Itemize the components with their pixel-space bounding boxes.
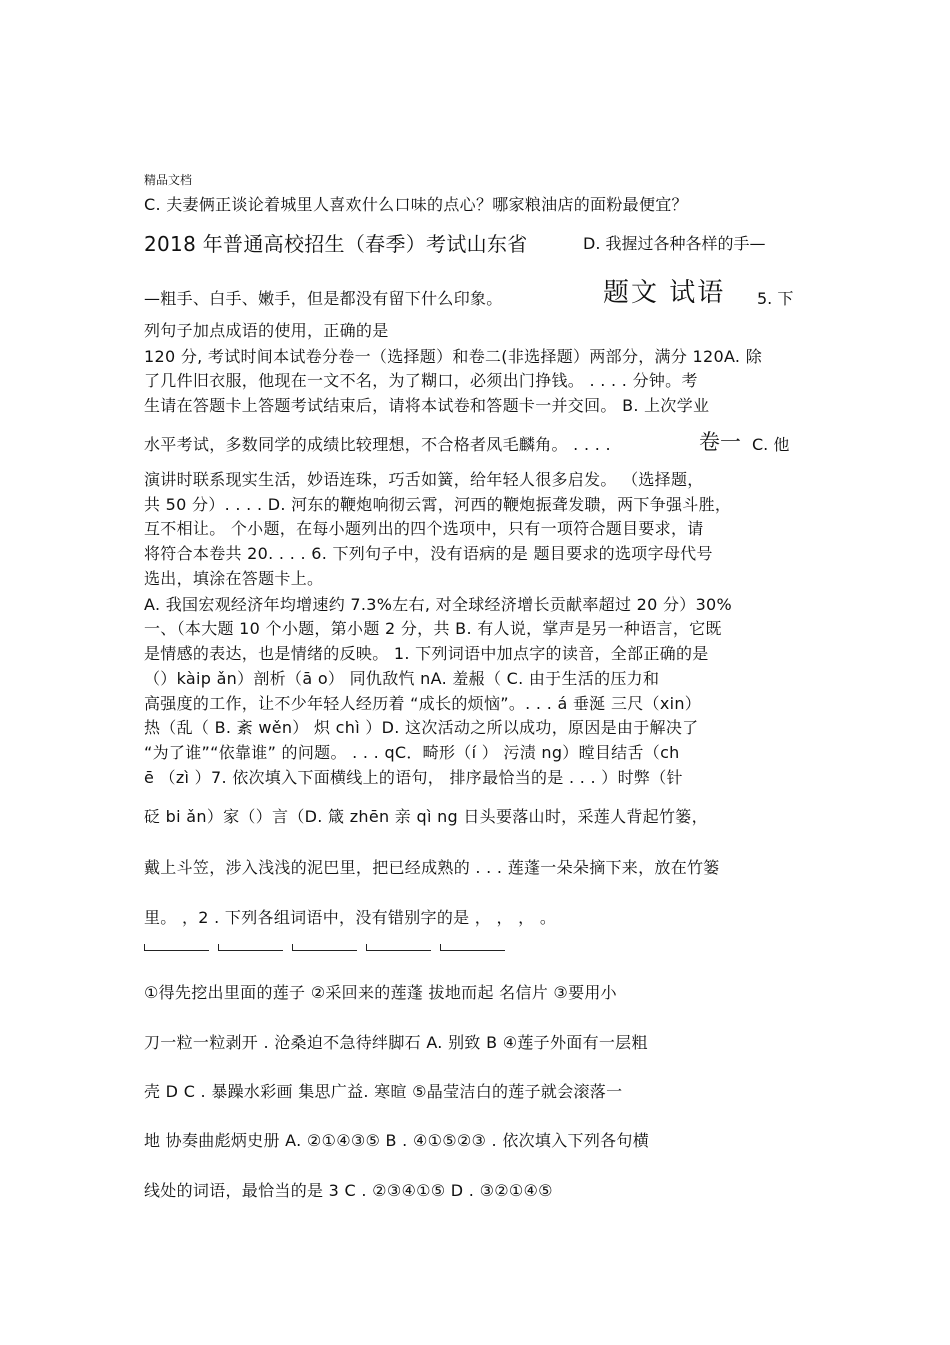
text-line: 是情感的表达，也是情绪的反映。 1. 下列词语中加点字的读音，全部正确的是 (144, 644, 709, 663)
text-line: 演讲时联系现实生活，妙语连珠，巧舌如簧，给年轻人很多启发。 （选择题， (144, 470, 704, 489)
text-line: 水平考试，多数同学的成绩比较理想，不合格者凤毛麟角。 . . . . (144, 435, 611, 454)
text-line: 了几件旧衣服，他现在一文不名，为了糊口，必须出门挣钱。 . . . . 分钟。考 (144, 371, 698, 390)
text-line: 5. 下 (757, 289, 794, 308)
text-line: 选出，填涂在答题卡上。 (144, 569, 324, 588)
answer-blank[interactable] (144, 944, 209, 951)
text-line: C. 他 (752, 435, 790, 454)
text-line: A. 我国宏观经济年均增速约 7.3%左右, 对全球经济增长贡献率超过 20 分）30% (144, 595, 733, 614)
section-title: 卷一 (699, 430, 741, 454)
text-line: 将符合本卷共 20. . . . 6. 下列句子中，没有语病的是 题目要求的选项字母代号 (144, 544, 713, 563)
text-line: C. 夫妻俩正谈论着城里人喜欢什么口味的点心？哪家粮油店的面粉最便宜？ (144, 195, 688, 214)
answer-blanks (144, 944, 514, 954)
text-line: “为了谁”“依靠谁” 的问题。 . . . qC．畸形（í ） 污渍 ng）瞠目结舌（ch (144, 743, 680, 762)
text-line: （）kàip ǎn）剖析（ā o） 同仇敌忾 nA. 羞赧（ C. 由于生活的压力和 (144, 669, 660, 688)
text-line: 里。 ，2 . 下列各组词语中，没有错别字的是 ， ， ， 。 (144, 908, 557, 927)
text-line: 刀一粒一粒剥开 . 沧桑迫不急待绊脚石 A. 别致 B ④莲子外面有一层粗 (144, 1033, 648, 1052)
answer-blank[interactable] (292, 944, 357, 951)
text-line: 共 50 分）. . . . D. 河东的鞭炮响彻云霄，河西的鞭炮振聋发聩，两下争强斗胜， (144, 495, 732, 514)
answer-blank[interactable] (218, 944, 283, 951)
text-line: 热（乱（ B. 紊 wěn） 炽 chì ）D. 这次活动之所以成功，原因是由于解决了 (144, 718, 699, 737)
answer-blank[interactable] (440, 944, 505, 951)
text-line: 生请在答题卡上答题考试结束后，请将本试卷和答题卡一并交回。 B. 上次学业 (144, 396, 710, 415)
text-line: 高强度的工作，让不少年轻人经历着 “成长的烦恼”。. . . á 垂涎 三尺（xin） (144, 694, 702, 713)
text-line: 地 协奏曲彪炳史册 A. ②①④③⑤ B . ④①⑤②③ . 依次填入下列各句横 (144, 1131, 650, 1150)
text-line: 互不相让。 个小题，在每小题列出的四个选项中，只有一项符合题目要求，请 (144, 519, 704, 538)
text-line: 一、（本大题 10 个小题，第小题 2 分，共 B. 有人说，掌声是另一种语言，它既 (144, 619, 722, 638)
page-header: 精品文档 (144, 173, 193, 187)
text-line: 壳 D C . 暴躁水彩画 集思广益. 寒暄 ⑤晶莹洁白的莲子就会滚落一 (144, 1082, 623, 1101)
text-line: 戴上斗笠，涉入浅浅的泥巴里，把已经成熟的 . . . 莲蓬一朵朵摘下来，放在竹篓 (144, 858, 720, 877)
text-line: 列句子加点成语的使用，正确的是 (144, 321, 389, 340)
text-line: D. 我握过各种各样的手— (583, 234, 766, 253)
text-line: ē （zì ）7. 依次填入下面横线上的语句， 排序最恰当的是 . . . ）时弊（针 (144, 768, 683, 787)
text-line: ①得先挖出里面的莲子 ②采回来的莲蓬 拔地而起 名信片 ③要用小 (144, 983, 617, 1002)
text-line: 砭 bi ǎn）家（）言（D. 箴 zhēn 亲 qì ng 日头要落山时，采莲人背起竹篓， (144, 807, 708, 826)
text-line: —粗手、白手、嫩手，但是都没有留下什么印象。 (144, 289, 503, 308)
answer-blank[interactable] (366, 944, 431, 951)
text-line: 120 分, 考试时间本试卷分卷一（选择题）和卷二(非选择题）两部分，满分 120A. 除 (144, 347, 763, 366)
text-line: 线处的词语，最恰当的是 3 C . ②③④①⑤ D . ③②①④⑤ (144, 1181, 553, 1200)
subject-title: 题文 试语 (603, 278, 726, 308)
exam-title: 2018 年普通高校招生（春季）考试山东省 (144, 232, 528, 256)
